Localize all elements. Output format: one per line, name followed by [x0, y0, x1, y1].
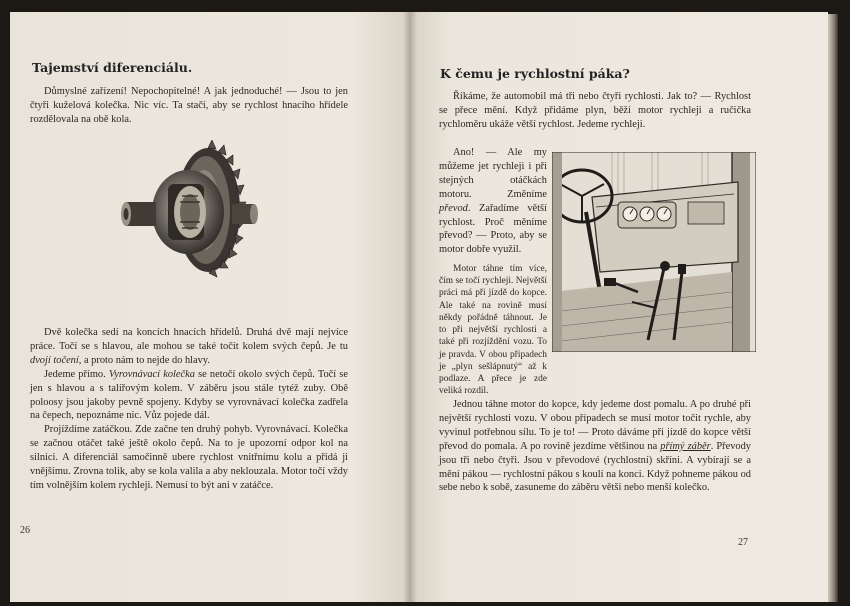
left-p1-text: Dvě kolečka sedí na koncích hnacích hřídelů. Druhá dvě mají nejvíce práce. Točí se s hlavou, ale mohou se také točit kolem svých čepů. Je tu [30, 327, 348, 352]
page-edge-stack [828, 14, 838, 602]
left-body-text [30, 326, 348, 493]
left-p2-end: se netočí okolo svých čepů. Točí se jen s hlavou a s talířovým kolem. V záběru jsou stále tytéž zuby. Obě poloosy jsou jakoby pevně spojeny. Kdyby se vyrovnávací kolečka zadřela na čepech, nepoznáme nic. Vůz pojede dál. [30, 368, 348, 422]
right-intro-paragraph [439, 90, 751, 132]
right-p2-start: Ano! — Ale my můžeme jet rychleji i při stejných otáčkách motoru. Změníme [439, 147, 547, 200]
right-p2-end: . Zařadíme větší rychlost. Proč měníme převod? — Proto, aby se motor dobře využil. [439, 202, 547, 256]
right-p4-emphasis: přímý záběr [660, 440, 711, 452]
right-paragraph-1: Říkáme, že automobil má tři nebo čtyři rychlosti. Jak to? — Rychlost se přece mění. Když přidáme plyn, běží motor rychleji a ručička rychloměru ukáže větší rychlost. Jedeme rychleji. [439, 91, 751, 130]
left-paragraph-2 [30, 368, 348, 424]
left-paragraph-1 [30, 326, 348, 368]
car-interior-illustration [552, 152, 756, 352]
left-p2-start: Jedeme přímo. [44, 368, 106, 380]
book-gutter [403, 12, 417, 602]
right-paragraph-2 [439, 146, 547, 257]
right-paragraph-3-part: Motor táhne tím více, čím se točí rychleji. Největší práci má při jízdě do kopce. Ale také na rovině musí někdy pořádně táhnout. Je to při největší rychlosti a také při rozjíždění vozu. To je pravda. V obou případech je „plyn sešlápnutý“ až k podlaze. A přece je zde veliká rozdíl. [439, 264, 547, 397]
left-page-number: 26 [20, 525, 30, 536]
left-page-heading: Tajemství diferenciálu. [32, 60, 193, 75]
right-paragraph-4 [439, 398, 751, 495]
left-p1-emphasis: dvojí točení [30, 354, 79, 366]
right-page-number: 27 [738, 537, 748, 548]
differential-illustration [120, 140, 260, 290]
right-narrow-column [439, 146, 547, 257]
left-intro-paragraph [30, 85, 348, 127]
left-intro-text: Důmyslné zařízení! Nepochopitelné! A jak jednoduché! — Jsou to jen čtyři kuželová kolečka. Nic víc. Ta stačí, aby se rychlost hnacího hřídele rozdělovala na obě kola. [30, 86, 348, 125]
right-body-text [439, 398, 751, 495]
right-narrow-column-2 [439, 263, 547, 397]
right-p4-start: Jednou táhne motor do kopce, kdy jedeme dost pomalu. A po druhé při největší rychlosti vozu. V obou případech se musí motor točit rychle, aby vyvinul potřebnou sílu. To je to! — Proto dáváme při jízdě do kopce větší převod do pomala. A po rovině jezdíme většinou na [439, 399, 751, 452]
left-paragraph-3: Projíždíme zatáčkou. Zde začne ten druhý pohyb. Vyrovnávací. Kolečka se začnou otáčet také ještě okolo čepů. Na to je upozorní odpor kol na silnici. A diferenciál samočinně ubere rychlost vnitřnímu kolu a přidá ji vnějšímu. Zrovna tolik, aby se kola valila a aby neklouzala. Motor točí vždy tím volnějším kolem rychleji. Nemusí to být ani v zatáčce. [30, 424, 348, 491]
left-p2-emphasis: Vyrovnávací kolečka [108, 368, 195, 380]
left-p1-end: , a proto nám to nejde do hlavy. [78, 354, 210, 366]
right-p2-emphasis: převod [439, 202, 468, 214]
right-page-heading: K čemu je rychlostní páka? [440, 66, 630, 81]
right-p4-end: . Převody jsou tři nebo čtyři. Jsou v převodové (rychlostní) skříni. A vybírají se a mění pákou — rychlostní pákou s koulí na konci. Když pohneme pákou od sebe nebo k sobě, zasuneme do záběru větší nebo menší kolečko. [439, 440, 751, 494]
